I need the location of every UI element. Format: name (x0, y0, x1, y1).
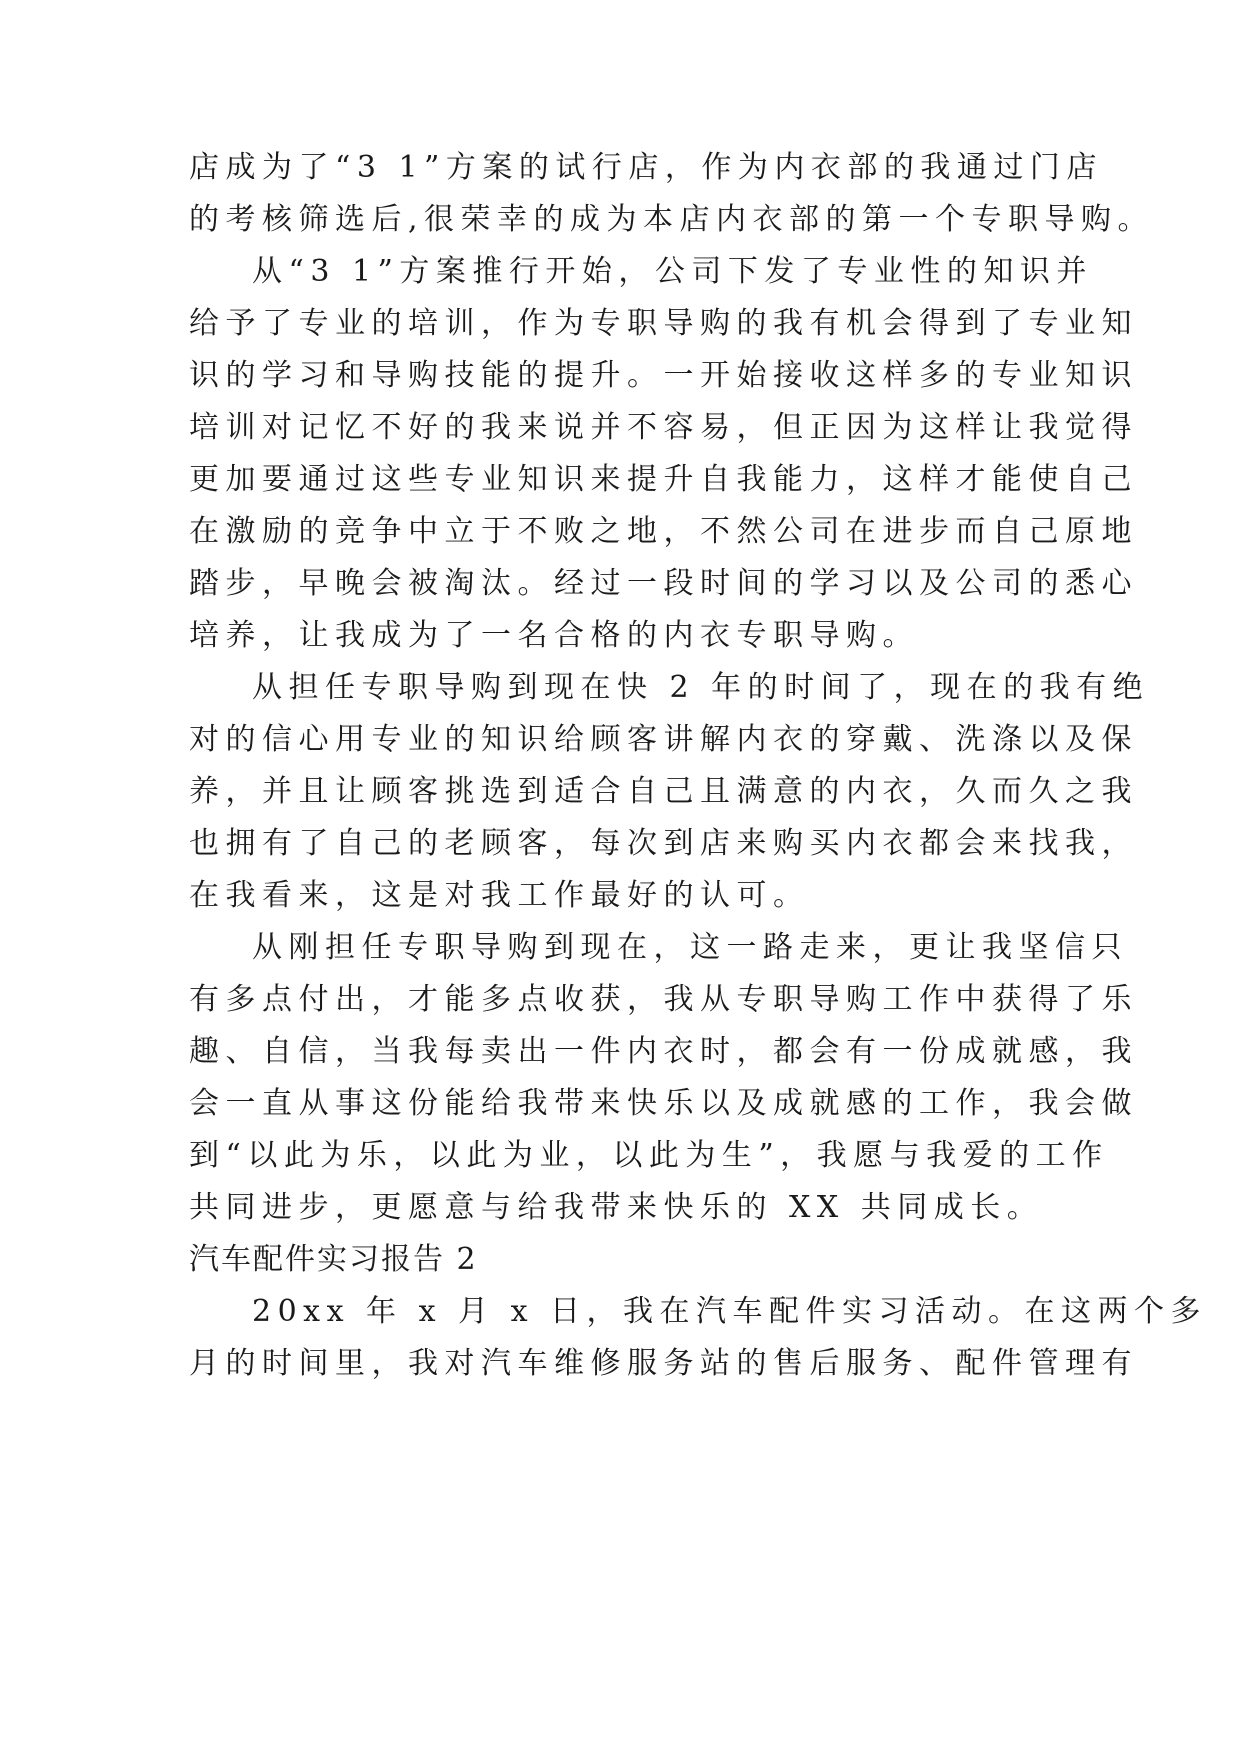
paragraph-3-line-4: 也拥有了自己的老顾客，每次到店来购买内衣都会来找我， (189, 826, 1138, 861)
paragraph-4-line-6: 共同进步，更愿意与给我带来快乐的 XX 共同成长。 (189, 1190, 1044, 1225)
paragraph-2-line-3: 识的学习和导购技能的提升。一开始接收这样多的专业知识 (189, 358, 1138, 393)
paragraph-4-line-4: 会一直从事这份能给我带来快乐以及成就感的工作，我会做 (189, 1086, 1138, 1121)
paragraph-5-line-1: 20xx 年 x 月 x 日，我在汽车配件实习活动。在这两个多 (252, 1294, 1208, 1329)
paragraph-4-line-5: 到“以此为乐，以此为业，以此为生”，我愿与我爱的工作 (189, 1138, 1109, 1173)
paragraph-2-line-8: 培养，让我成为了一名合格的内衣专职导购。 (189, 618, 919, 653)
section-heading: 汽车配件实习报告 2 (189, 1242, 478, 1277)
paragraph-4-line-2: 有多点付出，才能多点收获，我从专职导购工作中获得了乐 (189, 982, 1138, 1017)
paragraph-3-line-2: 对的信心用专业的知识给顾客讲解内衣的穿戴、洗涤以及保 (189, 722, 1138, 757)
paragraph-1-line-2: 的考核筛选后,很荣幸的成为本店内衣部的第一个专职导购。 (189, 202, 1155, 237)
paragraph-2-line-5: 更加要通过这些专业知识来提升自我能力，这样才能使自己 (189, 462, 1138, 497)
paragraph-5-line-2: 月的时间里，我对汽车维修服务站的售后服务、配件管理有 (189, 1346, 1138, 1381)
paragraph-3-line-5: 在我看来，这是对我工作最好的认可。 (189, 878, 810, 913)
paragraph-2-line-6: 在激励的竞争中立于不败之地，不然公司在进步而自己原地 (189, 514, 1138, 549)
paragraph-2-line-4: 培训对记忆不好的我来说并不容易，但正因为这样让我觉得 (189, 410, 1138, 445)
paragraph-4-line-1: 从刚担任专职导购到现在，这一路走来，更让我坚信只 (252, 930, 1128, 965)
paragraph-1-line-1: 店成为了“3 1”方案的试行店，作为内衣部的我通过门店 (189, 150, 1103, 185)
paragraph-2-line-2: 给予了专业的培训，作为专职导购的我有机会得到了专业知 (189, 306, 1138, 341)
paragraph-2-line-7: 踏步，早晚会被淘汰。经过一段时间的学习以及公司的悉心 (189, 566, 1138, 601)
paragraph-2-line-1: 从“3 1”方案推行开始，公司下发了专业性的知识并 (252, 254, 1093, 289)
paragraph-4-line-3: 趣、自信，当我每卖出一件内衣时，都会有一份成就感，我 (189, 1034, 1138, 1069)
paragraph-3-line-1: 从担任专职导购到现在快 2 年的时间了，现在的我有绝 (252, 670, 1150, 705)
paragraph-3-line-3: 养，并且让顾客挑选到适合自己且满意的内衣，久而久之我 (189, 774, 1138, 809)
